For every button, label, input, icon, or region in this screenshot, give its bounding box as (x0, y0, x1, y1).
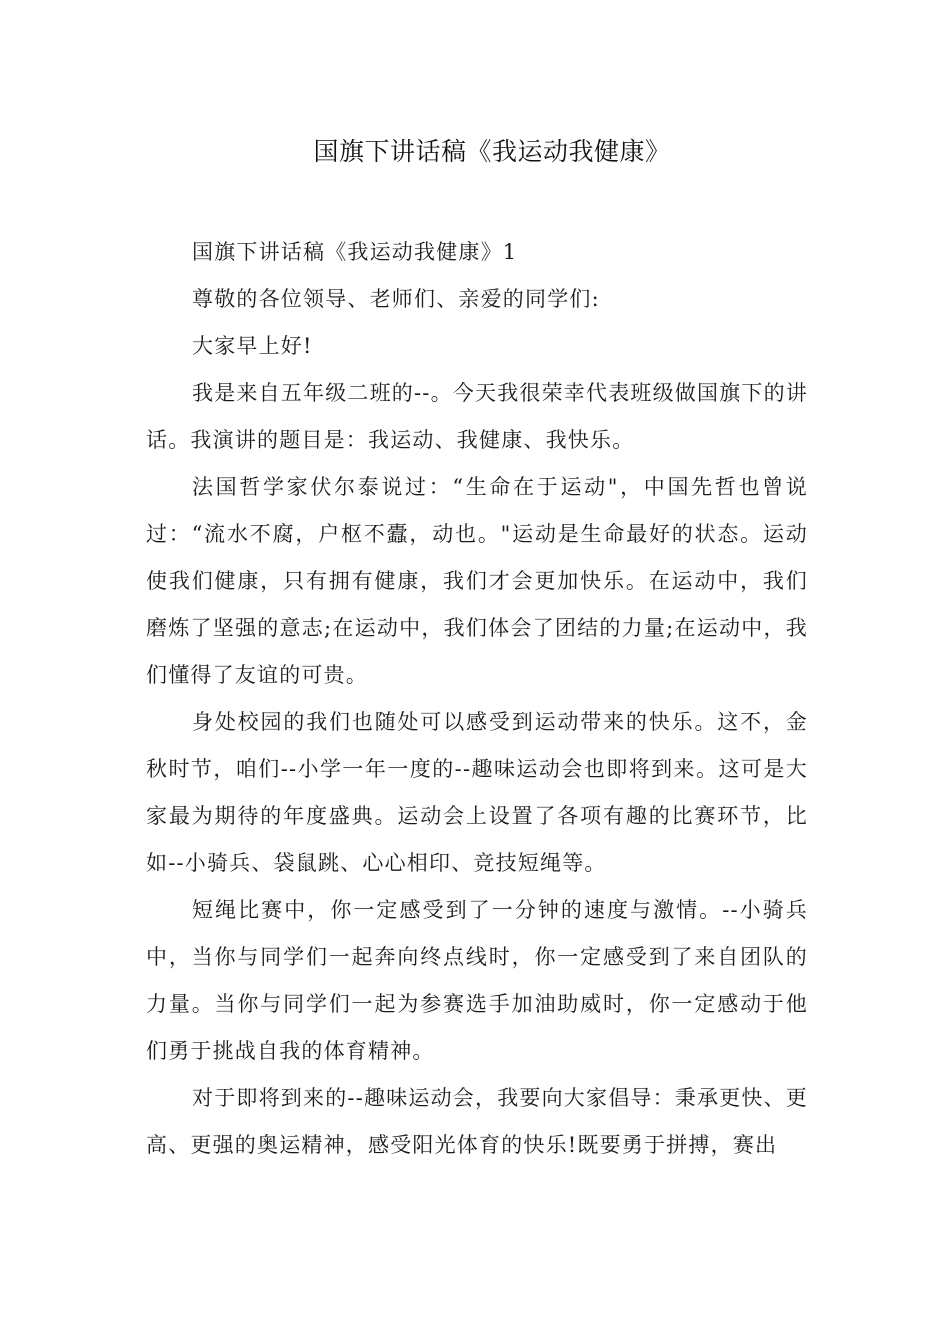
paragraph-salutation: 尊敬的各位领导、老师们、亲爱的同学们: (192, 287, 600, 311)
paragraph: 法国哲学家伏尔泰说过：“生命在于运动"，中国先哲也曾说过：“流水不腐，户枢不蠹，动也。"运动是生命最好的状态。运动使我们健康，只有拥有健康，我们才会更加快乐。在运动中，我们磨炼了坚强的意志;在运动中，我们体会了团结的力量;在运动中，我们懂得了友谊的可贵。 (146, 475, 808, 687)
paragraph-heading: 国旗下讲话稿《我运动我健康》1 (192, 240, 518, 264)
document-body (146, 229, 808, 1169)
document-title: 国旗下讲话稿《我运动我健康》 (313, 137, 671, 166)
paragraph: 对于即将到来的--趣味运动会，我要向大家倡导：秉承更快、更高、更强的奥运精神，感受阳光体育的快乐!既要勇于拼搏，赛出 (146, 1086, 808, 1157)
paragraph-greeting: 大家早上好! (192, 334, 313, 358)
paragraph: 我是来自五年级二班的--。今天我很荣幸代表班级做国旗下的讲话。我演讲的题目是：我运动、我健康、我快乐。 (146, 381, 808, 452)
paragraph: 身处校园的我们也随处可以感受到运动带来的快乐。这不，金秋时节，咱们--小学一年一度的--趣味运动会也即将到来。这可是大家最为期待的年度盛典。运动会上设置了各项有趣的比赛环节，比如--小骑兵、袋鼠跳、心心相印、竞技短绳等。 (146, 710, 808, 875)
paragraph: 短绳比赛中，你一定感受到了一分钟的速度与激情。--小骑兵中，当你与同学们一起奔向终点线时，你一定感受到了来自团队的力量。当你与同学们一起为参赛选手加油助威时，你一定感动于他们勇于挑战自我的体育精神。 (146, 898, 808, 1063)
